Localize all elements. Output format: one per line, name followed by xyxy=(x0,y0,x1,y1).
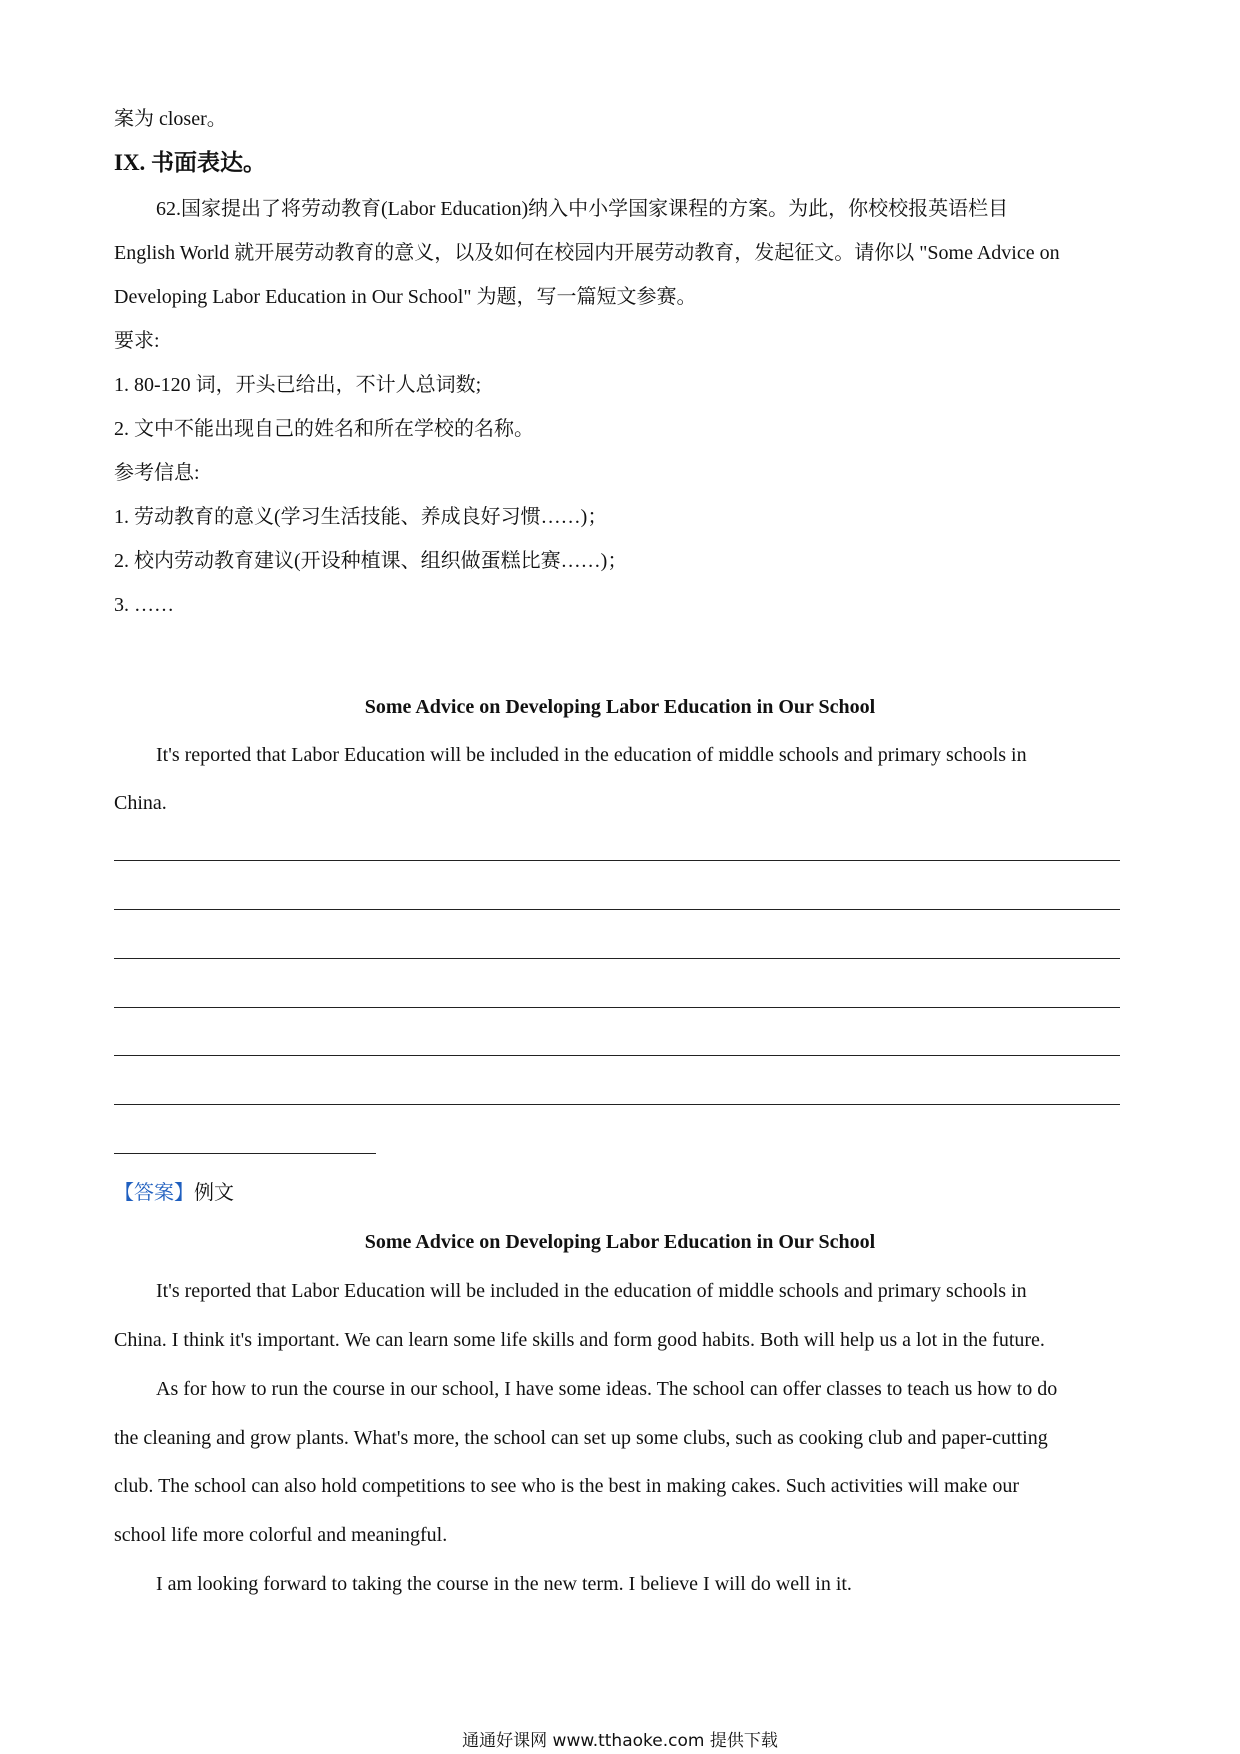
answer-line-6: school life more colorful and meaningful. xyxy=(114,1524,448,1546)
reference-label: 参考信息: xyxy=(114,462,200,484)
writing-line[interactable] xyxy=(114,1007,1120,1008)
requirement-item-2: 2. 文中不能出现自己的姓名和所在学校的名称。 xyxy=(114,418,534,440)
answer-line-5: club. The school can also hold competitions to see who is the best in making cakes. Such activities will make our xyxy=(114,1475,1019,1497)
answer-title: Some Advice on Developing Labor Education in Our School xyxy=(364,1231,876,1253)
answer-line-3: As for how to run the course in our school, I have some ideas. The school can offer classes to teach us how to do xyxy=(156,1378,1058,1400)
answer-line-7: I am looking forward to taking the course in the new term. I believe I will do well in it. xyxy=(156,1573,852,1595)
question-line-3: Developing Labor Education in Our School" 为题，写一篇短文参赛。 xyxy=(114,286,697,308)
page-footer: 通通好课网 www.tthaoke.com 提供下载 xyxy=(462,1731,778,1751)
answer-line-4: the cleaning and grow plants. What's more, the school can set up some clubs, such as cooking club and paper-cutting xyxy=(114,1427,1048,1449)
requirement-item-1: 1. 80-120 词，开头已给出，不计人总词数; xyxy=(114,374,482,396)
answer-header xyxy=(114,1178,234,1208)
writing-line[interactable] xyxy=(114,1104,1120,1105)
question-line-1: 62.国家提出了将劳动教育(Labor Education)纳入中小学国家课程的方案。为此，你校校报英语栏目 xyxy=(156,198,1009,220)
section-heading: IX. 书面表达。 xyxy=(114,150,267,175)
reference-item-3: 3. …… xyxy=(114,594,174,616)
question-line-2: English World 就开展劳动教育的意义，以及如何在校园内开展劳动教育，发起征文。请你以 "Some Advice on xyxy=(114,242,1060,264)
writing-line[interactable] xyxy=(114,860,1120,861)
answer-tag: 【答案】 xyxy=(114,1182,194,1204)
writing-line[interactable] xyxy=(114,909,1120,910)
answer-line-2: China. I think it's important. We can learn some life skills and form good habits. Both will help us a lot in the future. xyxy=(114,1329,1045,1351)
answer-line-1: It's reported that Labor Education will be included in the education of middle schools and primary schools in xyxy=(156,1280,1027,1302)
essay-title: Some Advice on Developing Labor Education in Our School xyxy=(364,696,876,718)
reference-item-2: 2. 校内劳动教育建议(开设种植课、组织做蛋糕比赛……)； xyxy=(114,550,628,572)
essay-opening-line-1: It's reported that Labor Education will be included in the education of middle schools and primary schools in xyxy=(156,744,1027,766)
writing-line[interactable] xyxy=(114,958,1120,959)
requirements-label: 要求: xyxy=(114,330,160,352)
essay-opening-line-2: China. xyxy=(114,792,167,814)
intro-fragment: 案为 closer。 xyxy=(114,108,227,130)
reference-item-1: 1. 劳动教育的意义(学习生活技能、养成良好习惯……)； xyxy=(114,506,608,528)
answer-label: 例文 xyxy=(194,1182,234,1204)
divider xyxy=(114,1153,376,1154)
writing-line[interactable] xyxy=(114,1055,1120,1056)
